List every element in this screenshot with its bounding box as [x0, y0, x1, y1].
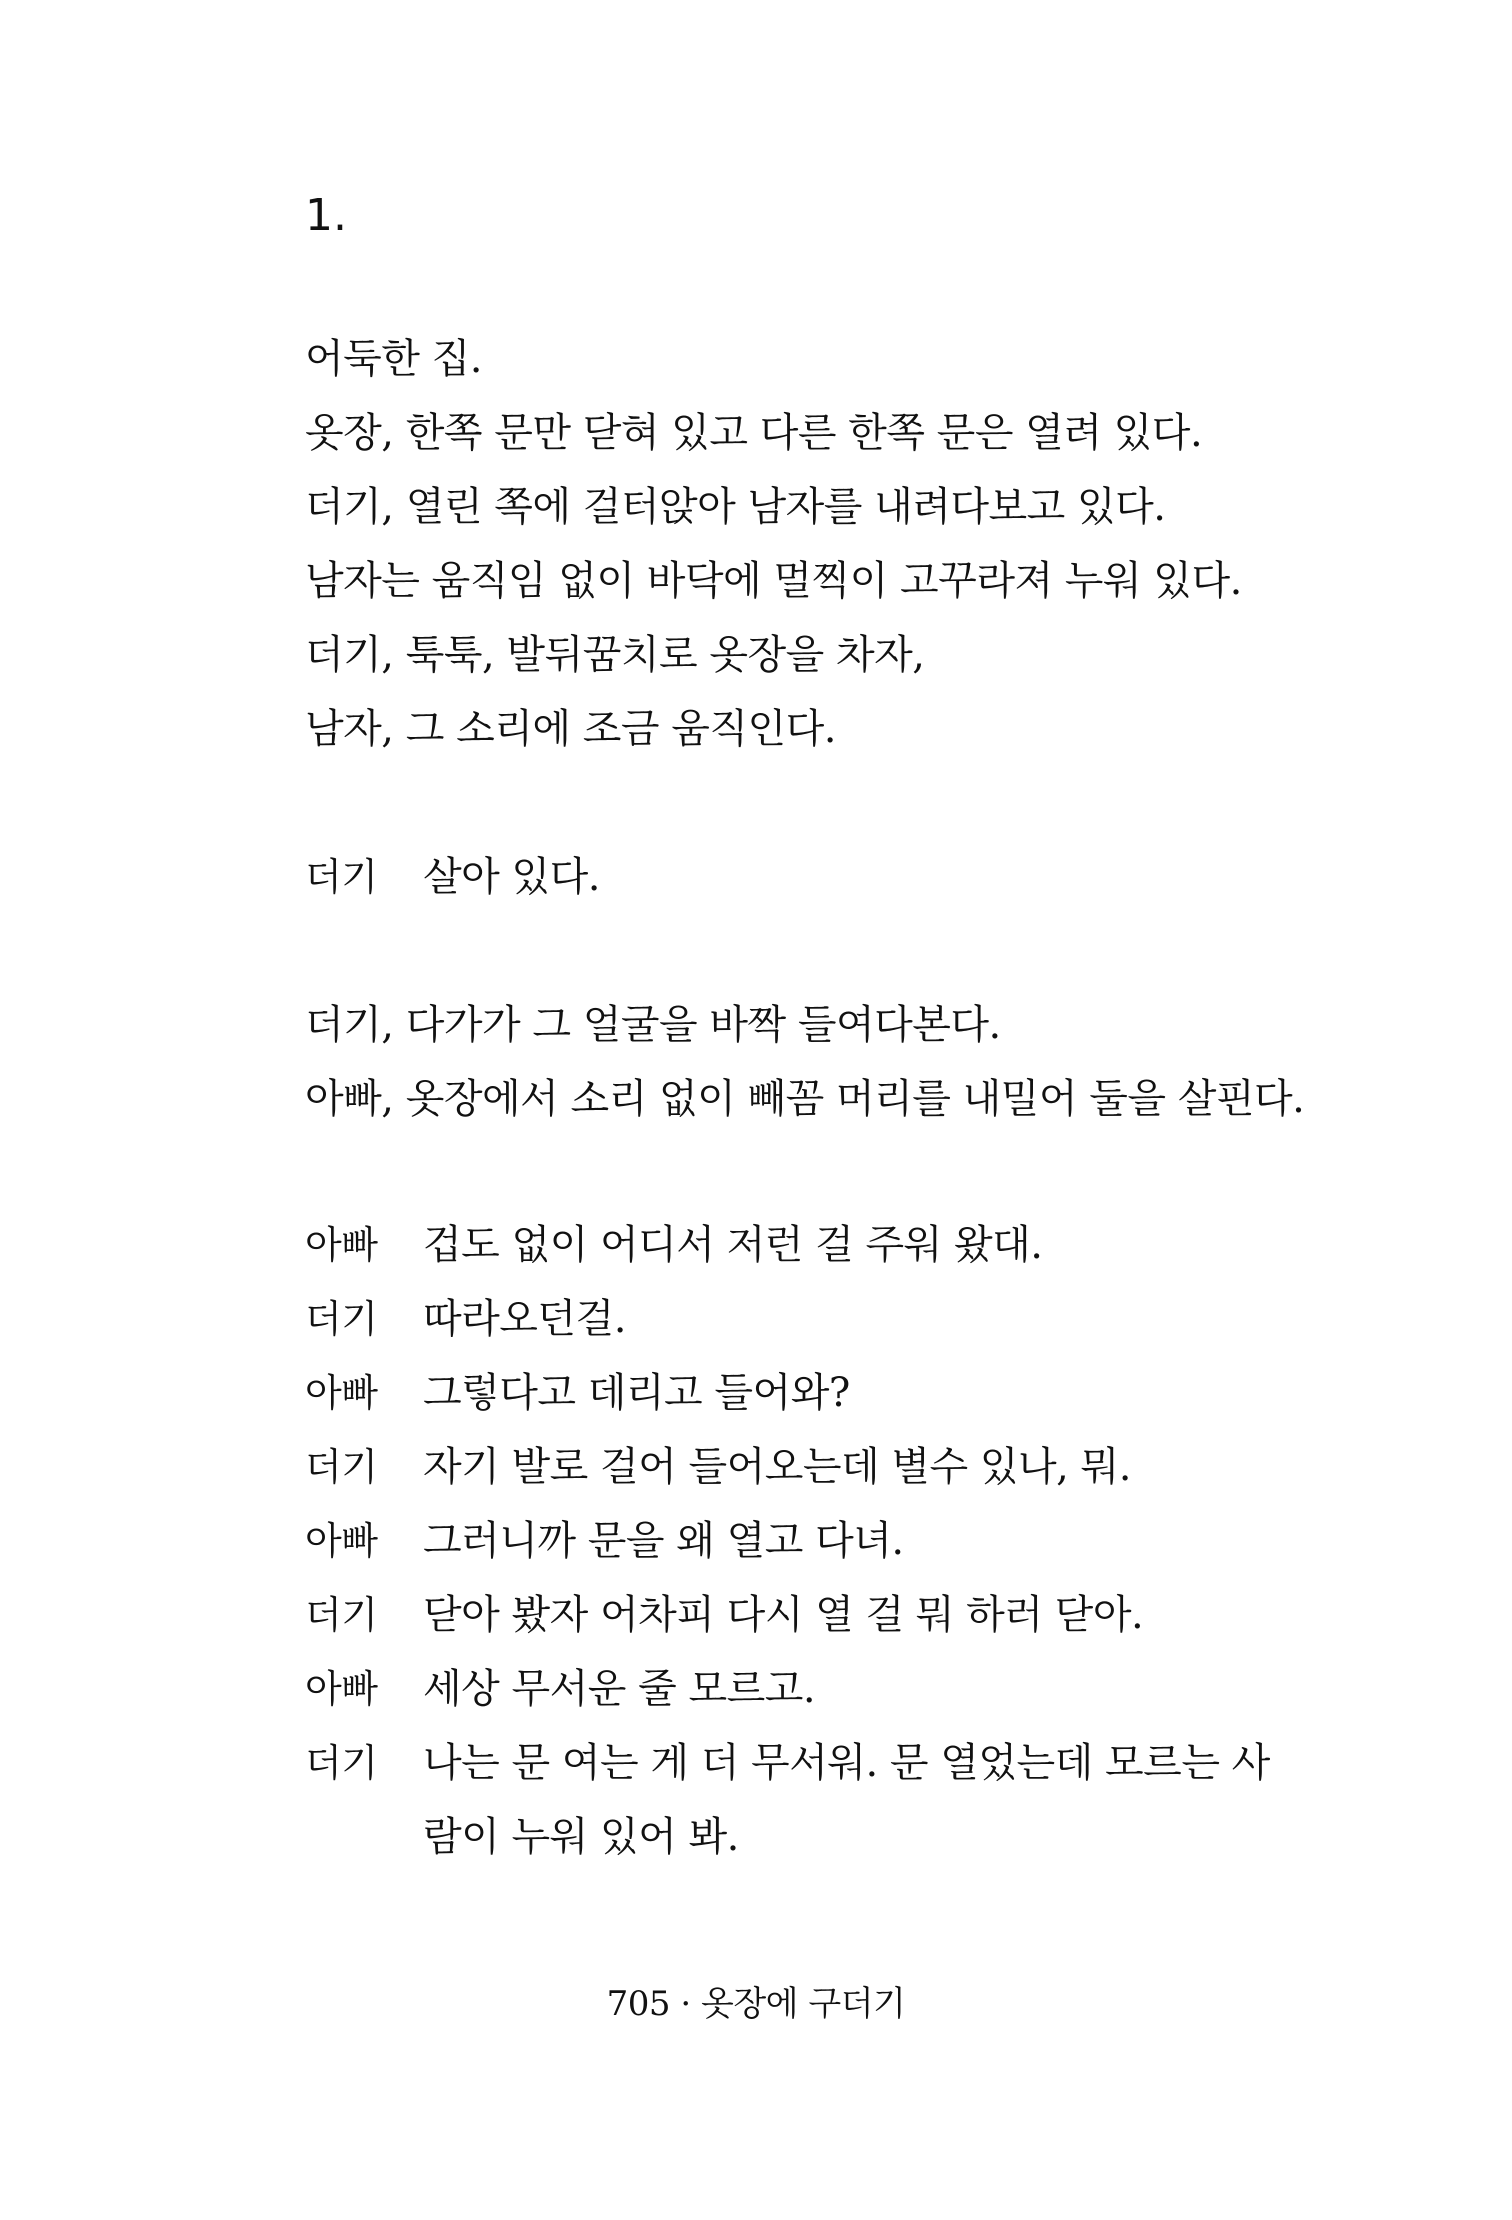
dialogue-line: [305, 1430, 1285, 1504]
direction-line: 더기, 다가가 그 얼굴을 바짝 들여다본다.: [305, 1002, 1001, 1048]
speaker-name: 더기: [305, 1297, 378, 1341]
speaker-name: 아빠: [305, 1223, 378, 1267]
dialogue-line: [305, 1578, 1285, 1652]
dialogue-line: [305, 1652, 1285, 1726]
speech-text: 겁도 없이 어디서 저런 걸 주워 왔대.: [423, 1222, 1043, 1268]
dialogue-line: [305, 1208, 1285, 1282]
direction-line: 더기, 툭툭, 발뒤꿈치로 옷장을 차자,: [305, 632, 925, 678]
speech-text: 자기 발로 걸어 들어오는데 별수 있나, 뭐.: [423, 1444, 1131, 1490]
direction-line: 남자, 그 소리에 조금 움직인다.: [305, 706, 836, 752]
speaker-name: 아빠: [305, 1519, 378, 1563]
speaker-name: 더기: [305, 1593, 378, 1637]
speaker-name: 아빠: [305, 1371, 378, 1415]
speech-text: 닫아 봤자 어차피 다시 열 걸 뭐 하러 닫아.: [423, 1592, 1144, 1638]
dialogue-block-1: [305, 840, 1285, 914]
speaker-name: 아빠: [305, 1667, 378, 1711]
speech-text: 그렇다고 데리고 들어와?: [423, 1370, 850, 1416]
speaker-name: 더기: [305, 855, 378, 899]
dialogue-block-2: [305, 1208, 1285, 1874]
dialogue-line: [305, 1504, 1285, 1578]
scene-number: 1.: [305, 190, 347, 241]
stage-directions-2: [305, 988, 1305, 1136]
direction-line: 남자는 움직임 없이 바닥에 멀찍이 고꾸라져 누워 있다.: [305, 558, 1242, 604]
stage-directions-1: [305, 322, 1285, 766]
footer-separator: ·: [680, 1984, 691, 2024]
dialogue-line: [305, 1282, 1285, 1356]
speech-text: 따라오던걸.: [423, 1296, 626, 1342]
speaker-name: 더기: [305, 1741, 378, 1785]
speech-text: 살아 있다.: [423, 854, 600, 900]
direction-line: 아빠, 옷장에서 소리 없이 빼꼼 머리를 내밀어 둘을 살핀다.: [305, 1076, 1305, 1122]
running-title: 옷장에 구더기: [700, 1984, 906, 2024]
direction-line: 옷장, 한쪽 문만 닫혀 있고 다른 한쪽 문은 열려 있다.: [305, 410, 1203, 456]
speech-text: 그러니까 문을 왜 열고 다녀.: [423, 1518, 904, 1564]
direction-line: 어둑한 집.: [305, 336, 482, 382]
dialogue-line: [305, 1726, 1285, 1874]
speaker-name: 더기: [305, 1445, 378, 1489]
page-number: 705: [606, 1984, 671, 2024]
speech-text: 세상 무서운 줄 모르고.: [423, 1666, 816, 1712]
direction-line: 더기, 열린 쪽에 걸터앉아 남자를 내려다보고 있다.: [305, 484, 1166, 530]
page-footer: [0, 1982, 1512, 2026]
speech-text: 나는 문 여는 게 더 무서워. 문 열었는데 모르는 사람이 누워 있어 봐.: [423, 1740, 1270, 1860]
dialogue-line: [305, 1356, 1285, 1430]
dialogue-line: [305, 840, 1285, 914]
